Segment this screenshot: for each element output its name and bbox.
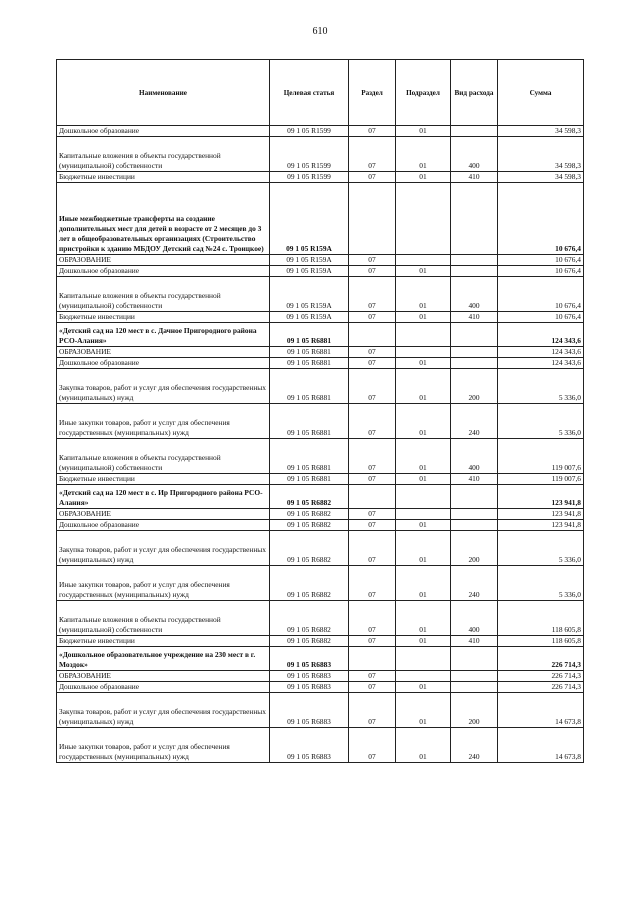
- cell-type: [451, 509, 498, 520]
- cell-type: 400: [451, 277, 498, 312]
- cell-target: 09 1 05 R1599: [270, 126, 349, 137]
- cell-type: [451, 266, 498, 277]
- cell-name: Капитальные вложения в объекты государственной (муниципальной) собственности: [57, 137, 270, 172]
- cell-section: 07: [349, 531, 396, 566]
- cell-sum: 5 336,0: [498, 531, 584, 566]
- cell-subsection: [396, 255, 451, 266]
- cell-subsection: [396, 647, 451, 671]
- cell-name: Дошкольное образование: [57, 126, 270, 137]
- cell-subsection: 01: [396, 682, 451, 693]
- cell-type: 400: [451, 601, 498, 636]
- cell-subsection: 01: [396, 137, 451, 172]
- cell-section: 07: [349, 520, 396, 531]
- cell-sum: 119 007,6: [498, 474, 584, 485]
- table-row: [57, 520, 584, 531]
- cell-sum: 226 714,3: [498, 647, 584, 671]
- table-row: [57, 636, 584, 647]
- table-row: [57, 323, 584, 347]
- budget-table: [56, 59, 584, 763]
- cell-target: 09 1 05 R6882: [270, 520, 349, 531]
- cell-sum: 10 676,4: [498, 312, 584, 323]
- cell-target: 09 1 05 R159A: [270, 266, 349, 277]
- cell-section: 07: [349, 126, 396, 137]
- cell-subsection: [396, 347, 451, 358]
- cell-type: 410: [451, 636, 498, 647]
- cell-target: 09 1 05 R159A: [270, 277, 349, 312]
- cell-section: 07: [349, 728, 396, 763]
- cell-target: 09 1 05 R6881: [270, 323, 349, 347]
- cell-section: [349, 323, 396, 347]
- cell-subsection: 01: [396, 312, 451, 323]
- cell-name: Дошкольное образование: [57, 358, 270, 369]
- cell-section: 07: [349, 347, 396, 358]
- cell-subsection: 01: [396, 693, 451, 728]
- cell-target: 09 1 05 R1599: [270, 172, 349, 183]
- table-row: [57, 601, 584, 636]
- cell-target: 09 1 05 R6883: [270, 647, 349, 671]
- table-row: [57, 369, 584, 404]
- cell-subsection: 01: [396, 601, 451, 636]
- cell-name: Иные закупки товаров, работ и услуг для обеспечения государственных (муниципальных) нужд: [57, 728, 270, 763]
- cell-subsection: 01: [396, 474, 451, 485]
- cell-section: 07: [349, 369, 396, 404]
- cell-type: 400: [451, 137, 498, 172]
- table-row: [57, 137, 584, 172]
- cell-subsection: 01: [396, 358, 451, 369]
- cell-type: [451, 671, 498, 682]
- cell-target: 09 1 05 R159A: [270, 255, 349, 266]
- cell-sum: 5 336,0: [498, 566, 584, 601]
- cell-name: Капитальные вложения в объекты государственной (муниципальной) собственности: [57, 601, 270, 636]
- cell-name: ОБРАЗОВАНИЕ: [57, 509, 270, 520]
- cell-section: 07: [349, 636, 396, 647]
- cell-type: 240: [451, 566, 498, 601]
- cell-target: 09 1 05 R1599: [270, 137, 349, 172]
- cell-target: 09 1 05 R6882: [270, 531, 349, 566]
- cell-type: [451, 358, 498, 369]
- cell-section: 07: [349, 266, 396, 277]
- cell-name: Капитальные вложения в объекты государственной (муниципальной) собственности: [57, 277, 270, 312]
- cell-section: 07: [349, 474, 396, 485]
- cell-subsection: 01: [396, 172, 451, 183]
- cell-type: [451, 647, 498, 671]
- cell-subsection: 01: [396, 636, 451, 647]
- cell-name: Иные закупки товаров, работ и услуг для обеспечения государственных (муниципальных) нужд: [57, 404, 270, 439]
- cell-section: [349, 485, 396, 509]
- cell-type: 410: [451, 474, 498, 485]
- cell-sum: 34 598,3: [498, 126, 584, 137]
- header-name: Наименование: [57, 60, 270, 126]
- cell-subsection: 01: [396, 520, 451, 531]
- cell-type: 200: [451, 369, 498, 404]
- table-row: [57, 126, 584, 137]
- cell-target: 09 1 05 R6883: [270, 682, 349, 693]
- cell-sum: 14 673,8: [498, 693, 584, 728]
- cell-type: [451, 126, 498, 137]
- cell-section: 07: [349, 671, 396, 682]
- table-row: [57, 485, 584, 509]
- cell-sum: 123 941,8: [498, 485, 584, 509]
- cell-section: 07: [349, 137, 396, 172]
- table-row: [57, 682, 584, 693]
- cell-sum: 5 336,0: [498, 369, 584, 404]
- table-row: [57, 474, 584, 485]
- cell-sum: 118 605,8: [498, 636, 584, 647]
- cell-section: 07: [349, 358, 396, 369]
- header-sum: Сумма: [498, 60, 584, 126]
- cell-name: Дошкольное образование: [57, 266, 270, 277]
- cell-target: 09 1 05 R159A: [270, 312, 349, 323]
- page-number: 610: [312, 26, 328, 37]
- table-row: [57, 183, 584, 255]
- cell-subsection: 01: [396, 728, 451, 763]
- cell-subsection: 01: [396, 439, 451, 474]
- cell-sum: 123 941,8: [498, 509, 584, 520]
- cell-sum: 118 605,8: [498, 601, 584, 636]
- cell-target: 09 1 05 R6882: [270, 485, 349, 509]
- cell-section: 07: [349, 312, 396, 323]
- cell-section: 07: [349, 255, 396, 266]
- table-row: [57, 647, 584, 671]
- cell-sum: 10 676,4: [498, 266, 584, 277]
- cell-type: 400: [451, 439, 498, 474]
- cell-name: ОБРАЗОВАНИЕ: [57, 671, 270, 682]
- table-row: [57, 266, 584, 277]
- cell-type: 200: [451, 693, 498, 728]
- cell-section: 07: [349, 277, 396, 312]
- cell-sum: 124 343,6: [498, 347, 584, 358]
- cell-name: «Дошкольное образовательное учреждение на 230 мест в г. Моздок»: [57, 647, 270, 671]
- cell-section: 07: [349, 509, 396, 520]
- cell-subsection: [396, 509, 451, 520]
- cell-type: [451, 347, 498, 358]
- cell-name: Дошкольное образование: [57, 682, 270, 693]
- table-row: [57, 693, 584, 728]
- cell-subsection: 01: [396, 566, 451, 601]
- cell-name: Дошкольное образование: [57, 520, 270, 531]
- table-row: [57, 728, 584, 763]
- cell-type: [451, 485, 498, 509]
- cell-subsection: 01: [396, 531, 451, 566]
- cell-section: 07: [349, 601, 396, 636]
- cell-subsection: 01: [396, 369, 451, 404]
- cell-section: 07: [349, 682, 396, 693]
- cell-name: Бюджетные инвестиции: [57, 172, 270, 183]
- cell-target: 09 1 05 R6881: [270, 347, 349, 358]
- cell-name: Закупка товаров, работ и услуг для обеспечения государственных (муниципальных) нужд: [57, 369, 270, 404]
- cell-target: 09 1 05 R6882: [270, 566, 349, 601]
- cell-target: 09 1 05 R6883: [270, 693, 349, 728]
- cell-type: 410: [451, 312, 498, 323]
- cell-target: 09 1 05 R6882: [270, 636, 349, 647]
- cell-name: Бюджетные инвестиции: [57, 474, 270, 485]
- cell-type: 240: [451, 728, 498, 763]
- header-section: Раздел: [349, 60, 396, 126]
- cell-name: «Детский сад на 120 мест в с. Ир Пригородного района РСО-Алания»: [57, 485, 270, 509]
- table-row: [57, 404, 584, 439]
- cell-sum: 10 676,4: [498, 183, 584, 255]
- cell-type: [451, 682, 498, 693]
- cell-target: 09 1 05 R6881: [270, 358, 349, 369]
- cell-name: Иные закупки товаров, работ и услуг для обеспечения государственных (муниципальных) нужд: [57, 566, 270, 601]
- cell-target: 09 1 05 R6881: [270, 474, 349, 485]
- cell-type: [451, 255, 498, 266]
- cell-section: [349, 647, 396, 671]
- table-body: [57, 126, 584, 763]
- cell-target: 09 1 05 R6881: [270, 404, 349, 439]
- cell-subsection: 01: [396, 404, 451, 439]
- cell-type: [451, 323, 498, 347]
- cell-subsection: [396, 183, 451, 255]
- table-row: [57, 439, 584, 474]
- cell-sum: 123 941,8: [498, 520, 584, 531]
- cell-sum: 124 343,6: [498, 358, 584, 369]
- cell-section: 07: [349, 404, 396, 439]
- cell-type: 410: [451, 172, 498, 183]
- cell-type: [451, 520, 498, 531]
- header-type: Вид расхода: [451, 60, 498, 126]
- cell-target: 09 1 05 R6881: [270, 369, 349, 404]
- cell-sum: 34 598,3: [498, 137, 584, 172]
- table-row: [57, 312, 584, 323]
- cell-subsection: 01: [396, 266, 451, 277]
- table-row: [57, 531, 584, 566]
- cell-target: 09 1 05 R6882: [270, 509, 349, 520]
- table-row: [57, 566, 584, 601]
- table-header-row: [57, 60, 584, 126]
- cell-type: 240: [451, 404, 498, 439]
- cell-name: Закупка товаров, работ и услуг для обеспечения государственных (муниципальных) нужд: [57, 693, 270, 728]
- cell-target: 09 1 05 R6883: [270, 728, 349, 763]
- cell-sum: 10 676,4: [498, 277, 584, 312]
- cell-sum: 5 336,0: [498, 404, 584, 439]
- cell-subsection: [396, 671, 451, 682]
- cell-name: Капитальные вложения в объекты государственной (муниципальной) собственности: [57, 439, 270, 474]
- cell-name: ОБРАЗОВАНИЕ: [57, 255, 270, 266]
- cell-subsection: [396, 485, 451, 509]
- cell-sum: 34 598,3: [498, 172, 584, 183]
- table-row: [57, 671, 584, 682]
- cell-sum: 226 714,3: [498, 682, 584, 693]
- cell-section: 07: [349, 693, 396, 728]
- cell-sum: 119 007,6: [498, 439, 584, 474]
- table-row: [57, 509, 584, 520]
- table-row: [57, 358, 584, 369]
- cell-target: 09 1 05 R6882: [270, 601, 349, 636]
- cell-type: 200: [451, 531, 498, 566]
- cell-sum: 226 714,3: [498, 671, 584, 682]
- cell-section: 07: [349, 566, 396, 601]
- cell-target: 09 1 05 R159A: [270, 183, 349, 255]
- cell-subsection: 01: [396, 126, 451, 137]
- cell-sum: 124 343,6: [498, 323, 584, 347]
- cell-section: [349, 183, 396, 255]
- cell-target: 09 1 05 R6883: [270, 671, 349, 682]
- header-subsection: Подраздел: [396, 60, 451, 126]
- header-target: Целевая статья: [270, 60, 349, 126]
- cell-section: 07: [349, 172, 396, 183]
- cell-subsection: 01: [396, 277, 451, 312]
- cell-name: ОБРАЗОВАНИЕ: [57, 347, 270, 358]
- cell-name: Закупка товаров, работ и услуг для обеспечения государственных (муниципальных) нужд: [57, 531, 270, 566]
- cell-subsection: [396, 323, 451, 347]
- cell-type: [451, 183, 498, 255]
- cell-target: 09 1 05 R6881: [270, 439, 349, 474]
- cell-sum: 10 676,4: [498, 255, 584, 266]
- cell-name: Бюджетные инвестиции: [57, 636, 270, 647]
- cell-sum: 14 673,8: [498, 728, 584, 763]
- cell-section: 07: [349, 439, 396, 474]
- cell-name: «Детский сад на 120 мест в с. Дачное Пригородного района РСО-Алания»: [57, 323, 270, 347]
- table-row: [57, 347, 584, 358]
- table-row: [57, 255, 584, 266]
- cell-name: Бюджетные инвестиции: [57, 312, 270, 323]
- table-row: [57, 172, 584, 183]
- cell-name: Иные межбюджетные трансферты на создание дополнительных мест для детей в возрасте от 2 месяцев до 3 лет в общеобразовательных организациях (Строительство пристройки к зданию МБДОУ Детский сад №24 с. Троицкое): [57, 183, 270, 255]
- table-row: [57, 277, 584, 312]
